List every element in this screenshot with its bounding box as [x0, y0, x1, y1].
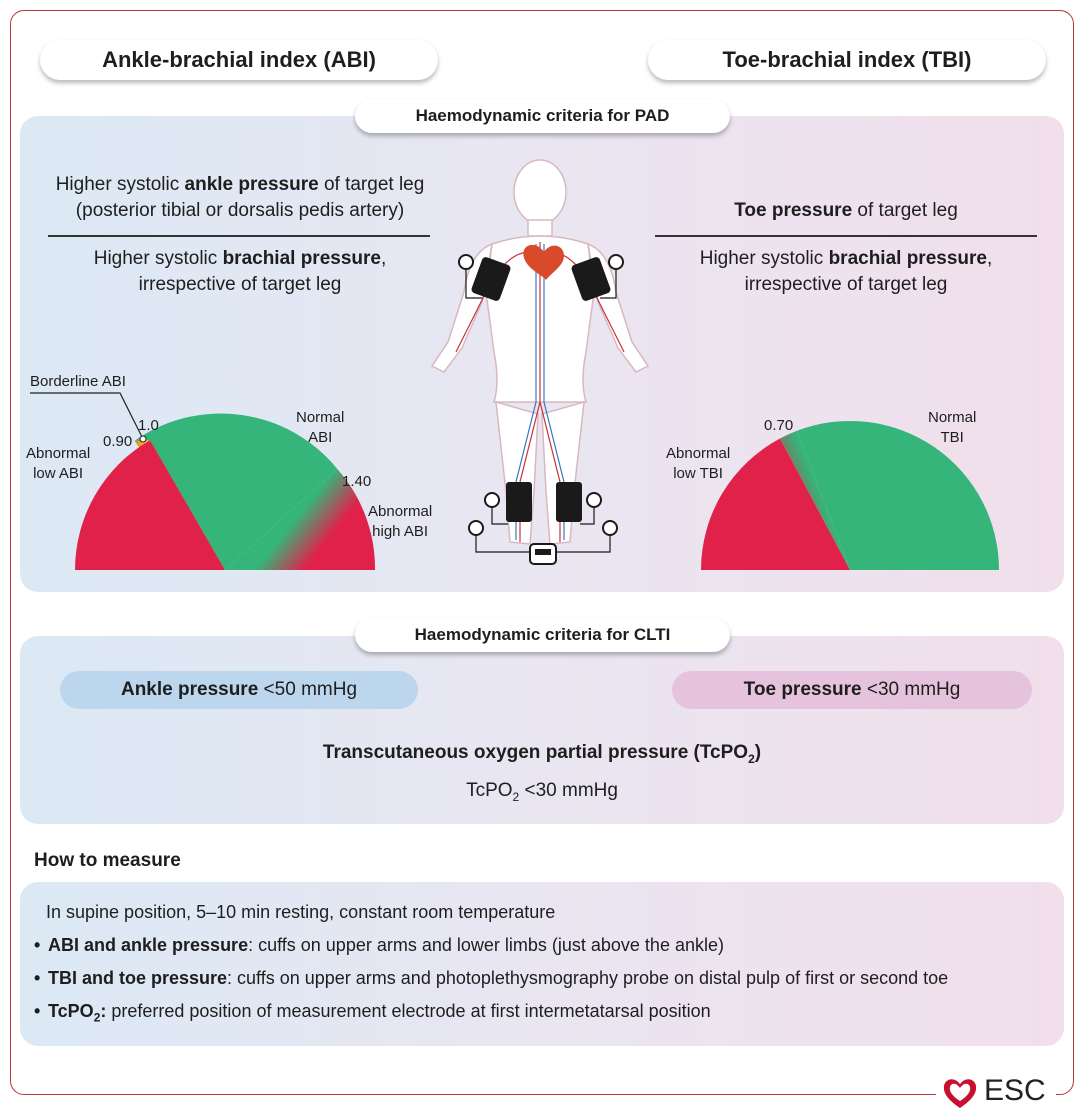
- tbi-tick-070: 0.70: [764, 417, 794, 434]
- how-list: [34, 900, 1060, 1039]
- tbi-title: Toe-brachial index (TBI): [648, 40, 1046, 80]
- ankle-pressure-badge: Ankle pressure <50 mmHg: [60, 671, 418, 709]
- abi-title: Ankle-brachial index (ABI): [40, 40, 438, 80]
- abi-abnormal-low-label: Abnormal low ABI: [26, 445, 91, 482]
- clti-header: Haemodynamic criteria for CLTI: [355, 618, 730, 652]
- tbi-normal-label: Normal TBI: [928, 409, 977, 446]
- how-item-tbi: • TBI and toe pressure: cuffs on upper arms and photoplethysmography probe on distal pulp of first or second toe: [34, 966, 1060, 991]
- how-item-tcpo2: • TcPO$_2$: preferred position of measurement electrode at first intermetatarsal position: [34, 999, 1060, 1031]
- tcpo2-value: TcPO$_2$ <30 mmHg: [466, 780, 618, 804]
- body-illustration: [410, 152, 670, 582]
- abi-tick-140: 1.40: [342, 473, 372, 490]
- tcpo2-title: Transcutaneous oxygen partial pressure (TcPO$_2$): [322, 742, 762, 766]
- tbi-fraction-line: [655, 235, 1037, 237]
- abi-normal-label: Normal ABI: [296, 409, 345, 446]
- toe-pressure-badge: Toe pressure <30 mmHg: [672, 671, 1032, 709]
- abi-tick-10: 1.0: [138, 417, 159, 434]
- tbi-abnormal-low-label: Abnormal low TBI: [666, 445, 731, 482]
- tbi-denominator: Higher systolic brachial pressure, irrespective of target leg: [699, 248, 993, 295]
- abi-tick-090: 0.90: [103, 433, 133, 450]
- abi-abnormal-high-label: Abnormal high ABI: [368, 503, 433, 540]
- esc-logo-text: ESC: [984, 1074, 1046, 1107]
- abi-denominator: Higher systolic brachial pressure, irrespective of target leg: [93, 248, 387, 295]
- how-item-abi: • ABI and ankle pressure: cuffs on upper arms and lower limbs (just above the ankle): [34, 933, 1060, 958]
- pad-header: Haemodynamic criteria for PAD: [355, 99, 730, 133]
- how-intro: In supine position, 5–10 min resting, constant room temperature: [46, 902, 556, 922]
- abi-borderline-leader: [20, 385, 160, 445]
- esc-heart-icon: [942, 1076, 978, 1110]
- abi-borderline-label: Borderline ABI: [30, 373, 126, 390]
- how-to-measure-title: How to measure: [34, 850, 181, 871]
- tbi-numerator: Toe pressure of target leg: [734, 200, 958, 221]
- esc-logo: [936, 1072, 1056, 1112]
- abi-fraction-line: [48, 235, 430, 237]
- abi-numerator: Higher systolic ankle pressure of target leg (posterior tibial or dorsalis pedis artery): [55, 174, 425, 221]
